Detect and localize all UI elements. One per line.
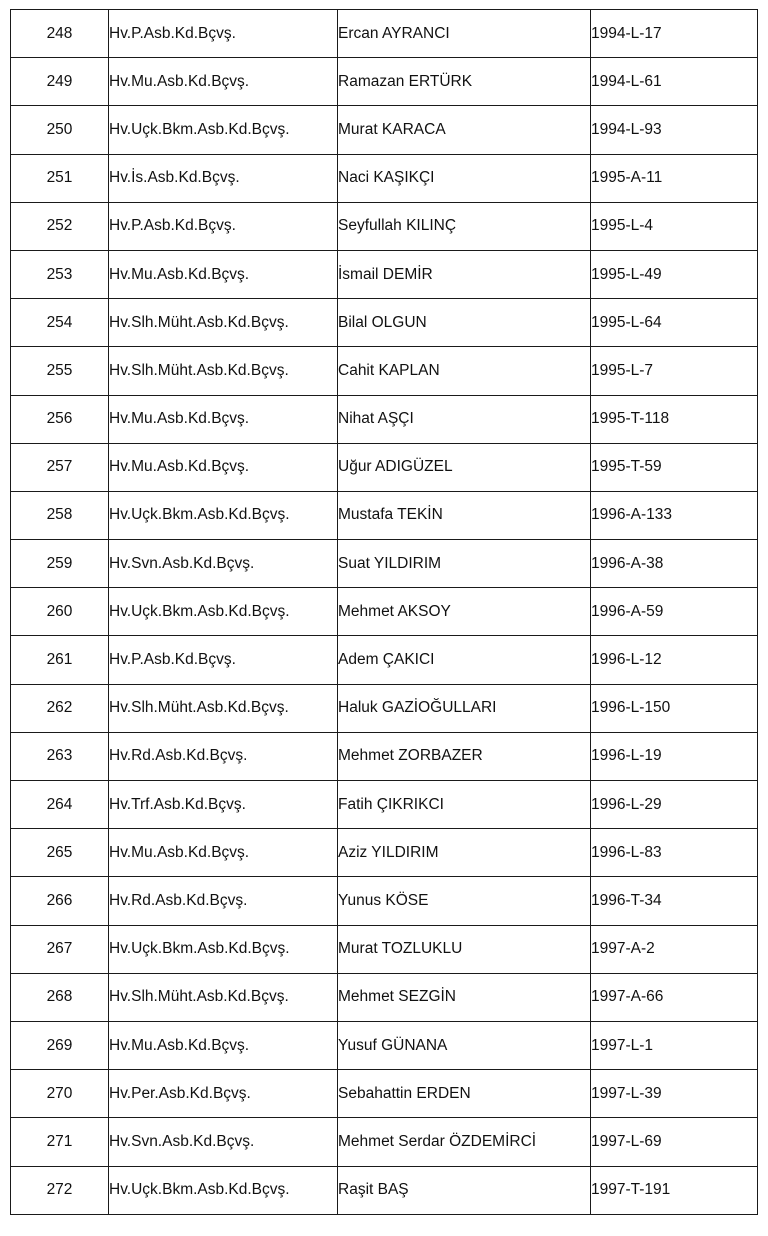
row-number-cell: 256 <box>11 395 109 443</box>
name-cell: Mehmet AKSOY <box>338 588 591 636</box>
row-number-cell: 257 <box>11 443 109 491</box>
registry-code-cell: 1996-T-34 <box>591 877 758 925</box>
row-number-cell: 251 <box>11 154 109 202</box>
registry-code-cell: 1996-L-83 <box>591 829 758 877</box>
table-row <box>11 1166 758 1214</box>
rank-cell: Hv.Slh.Müht.Asb.Kd.Bçvş. <box>109 973 338 1021</box>
table-row <box>11 347 758 395</box>
registry-code-cell: 1995-T-59 <box>591 443 758 491</box>
registry-code-cell: 1997-L-1 <box>591 1021 758 1069</box>
rank-cell: Hv.Rd.Asb.Kd.Bçvş. <box>109 732 338 780</box>
table-row <box>11 443 758 491</box>
table-row <box>11 106 758 154</box>
row-number-cell: 252 <box>11 202 109 250</box>
document-page <box>10 9 757 1215</box>
table-row <box>11 1070 758 1118</box>
rank-cell: Hv.Mu.Asb.Kd.Bçvş. <box>109 250 338 298</box>
row-number-cell: 262 <box>11 684 109 732</box>
registry-code-cell: 1996-L-29 <box>591 781 758 829</box>
table-row <box>11 491 758 539</box>
rank-cell: Hv.Uçk.Bkm.Asb.Kd.Bçvş. <box>109 588 338 636</box>
registry-code-cell: 1997-T-191 <box>591 1166 758 1214</box>
table-row <box>11 154 758 202</box>
registry-code-cell: 1995-L-4 <box>591 202 758 250</box>
rank-cell: Hv.Slh.Müht.Asb.Kd.Bçvş. <box>109 347 338 395</box>
row-number-cell: 264 <box>11 781 109 829</box>
personnel-table-body <box>11 10 758 1215</box>
registry-code-cell: 1995-T-118 <box>591 395 758 443</box>
name-cell: Murat KARACA <box>338 106 591 154</box>
rank-cell: Hv.Svn.Asb.Kd.Bçvş. <box>109 540 338 588</box>
registry-code-cell: 1994-L-17 <box>591 10 758 58</box>
row-number-cell: 260 <box>11 588 109 636</box>
registry-code-cell: 1994-L-93 <box>591 106 758 154</box>
personnel-table <box>10 9 758 1215</box>
rank-cell: Hv.Slh.Müht.Asb.Kd.Bçvş. <box>109 684 338 732</box>
registry-code-cell: 1995-L-49 <box>591 250 758 298</box>
rank-cell: Hv.P.Asb.Kd.Bçvş. <box>109 202 338 250</box>
registry-code-cell: 1996-L-12 <box>591 636 758 684</box>
rank-cell: Hv.Mu.Asb.Kd.Bçvş. <box>109 829 338 877</box>
registry-code-cell: 1994-L-61 <box>591 58 758 106</box>
row-number-cell: 265 <box>11 829 109 877</box>
row-number-cell: 261 <box>11 636 109 684</box>
name-cell: Yunus KÖSE <box>338 877 591 925</box>
row-number-cell: 259 <box>11 540 109 588</box>
table-row <box>11 925 758 973</box>
name-cell: Uğur ADIGÜZEL <box>338 443 591 491</box>
name-cell: Mustafa TEKİN <box>338 491 591 539</box>
row-number-cell: 248 <box>11 10 109 58</box>
table-row <box>11 973 758 1021</box>
table-row <box>11 781 758 829</box>
registry-code-cell: 1997-A-2 <box>591 925 758 973</box>
registry-code-cell: 1995-A-11 <box>591 154 758 202</box>
table-row <box>11 684 758 732</box>
row-number-cell: 270 <box>11 1070 109 1118</box>
name-cell: Bilal OLGUN <box>338 299 591 347</box>
rank-cell: Hv.P.Asb.Kd.Bçvş. <box>109 636 338 684</box>
table-row <box>11 636 758 684</box>
rank-cell: Hv.Uçk.Bkm.Asb.Kd.Bçvş. <box>109 106 338 154</box>
name-cell: Mehmet Serdar ÖZDEMİRCİ <box>338 1118 591 1166</box>
table-row <box>11 299 758 347</box>
row-number-cell: 263 <box>11 732 109 780</box>
name-cell: Sebahattin ERDEN <box>338 1070 591 1118</box>
registry-code-cell: 1995-L-64 <box>591 299 758 347</box>
rank-cell: Hv.Svn.Asb.Kd.Bçvş. <box>109 1118 338 1166</box>
registry-code-cell: 1997-L-39 <box>591 1070 758 1118</box>
name-cell: Murat TOZLUKLU <box>338 925 591 973</box>
name-cell: Nihat AŞÇI <box>338 395 591 443</box>
name-cell: İsmail DEMİR <box>338 250 591 298</box>
table-row <box>11 395 758 443</box>
registry-code-cell: 1996-A-133 <box>591 491 758 539</box>
registry-code-cell: 1996-L-150 <box>591 684 758 732</box>
table-row <box>11 10 758 58</box>
row-number-cell: 268 <box>11 973 109 1021</box>
name-cell: Cahit KAPLAN <box>338 347 591 395</box>
row-number-cell: 266 <box>11 877 109 925</box>
registry-code-cell: 1995-L-7 <box>591 347 758 395</box>
row-number-cell: 269 <box>11 1021 109 1069</box>
row-number-cell: 249 <box>11 58 109 106</box>
rank-cell: Hv.Rd.Asb.Kd.Bçvş. <box>109 877 338 925</box>
rank-cell: Hv.Mu.Asb.Kd.Bçvş. <box>109 1021 338 1069</box>
table-row <box>11 588 758 636</box>
registry-code-cell: 1997-L-69 <box>591 1118 758 1166</box>
rank-cell: Hv.Mu.Asb.Kd.Bçvş. <box>109 395 338 443</box>
registry-code-cell: 1997-A-66 <box>591 973 758 1021</box>
rank-cell: Hv.İs.Asb.Kd.Bçvş. <box>109 154 338 202</box>
table-row <box>11 829 758 877</box>
row-number-cell: 267 <box>11 925 109 973</box>
rank-cell: Hv.P.Asb.Kd.Bçvş. <box>109 10 338 58</box>
name-cell: Aziz YILDIRIM <box>338 829 591 877</box>
table-row <box>11 540 758 588</box>
name-cell: Seyfullah KILINÇ <box>338 202 591 250</box>
row-number-cell: 272 <box>11 1166 109 1214</box>
registry-code-cell: 1996-A-59 <box>591 588 758 636</box>
rank-cell: Hv.Mu.Asb.Kd.Bçvş. <box>109 58 338 106</box>
name-cell: Fatih ÇIKRIKCI <box>338 781 591 829</box>
table-row <box>11 58 758 106</box>
table-row <box>11 202 758 250</box>
table-row <box>11 877 758 925</box>
name-cell: Yusuf GÜNANA <box>338 1021 591 1069</box>
table-row <box>11 250 758 298</box>
row-number-cell: 271 <box>11 1118 109 1166</box>
name-cell: Haluk GAZİOĞULLARI <box>338 684 591 732</box>
table-row <box>11 1021 758 1069</box>
name-cell: Ercan AYRANCI <box>338 10 591 58</box>
registry-code-cell: 1996-A-38 <box>591 540 758 588</box>
name-cell: Mehmet ZORBAZER <box>338 732 591 780</box>
rank-cell: Hv.Trf.Asb.Kd.Bçvş. <box>109 781 338 829</box>
rank-cell: Hv.Mu.Asb.Kd.Bçvş. <box>109 443 338 491</box>
registry-code-cell: 1996-L-19 <box>591 732 758 780</box>
row-number-cell: 250 <box>11 106 109 154</box>
row-number-cell: 258 <box>11 491 109 539</box>
name-cell: Naci KAŞIKÇI <box>338 154 591 202</box>
row-number-cell: 254 <box>11 299 109 347</box>
rank-cell: Hv.Per.Asb.Kd.Bçvş. <box>109 1070 338 1118</box>
table-row <box>11 1118 758 1166</box>
name-cell: Mehmet SEZGİN <box>338 973 591 1021</box>
row-number-cell: 253 <box>11 250 109 298</box>
name-cell: Ramazan ERTÜRK <box>338 58 591 106</box>
rank-cell: Hv.Uçk.Bkm.Asb.Kd.Bçvş. <box>109 925 338 973</box>
rank-cell: Hv.Slh.Müht.Asb.Kd.Bçvş. <box>109 299 338 347</box>
rank-cell: Hv.Uçk.Bkm.Asb.Kd.Bçvş. <box>109 1166 338 1214</box>
name-cell: Adem ÇAKICI <box>338 636 591 684</box>
name-cell: Suat YILDIRIM <box>338 540 591 588</box>
row-number-cell: 255 <box>11 347 109 395</box>
rank-cell: Hv.Uçk.Bkm.Asb.Kd.Bçvş. <box>109 491 338 539</box>
table-row <box>11 732 758 780</box>
name-cell: Raşit BAŞ <box>338 1166 591 1214</box>
